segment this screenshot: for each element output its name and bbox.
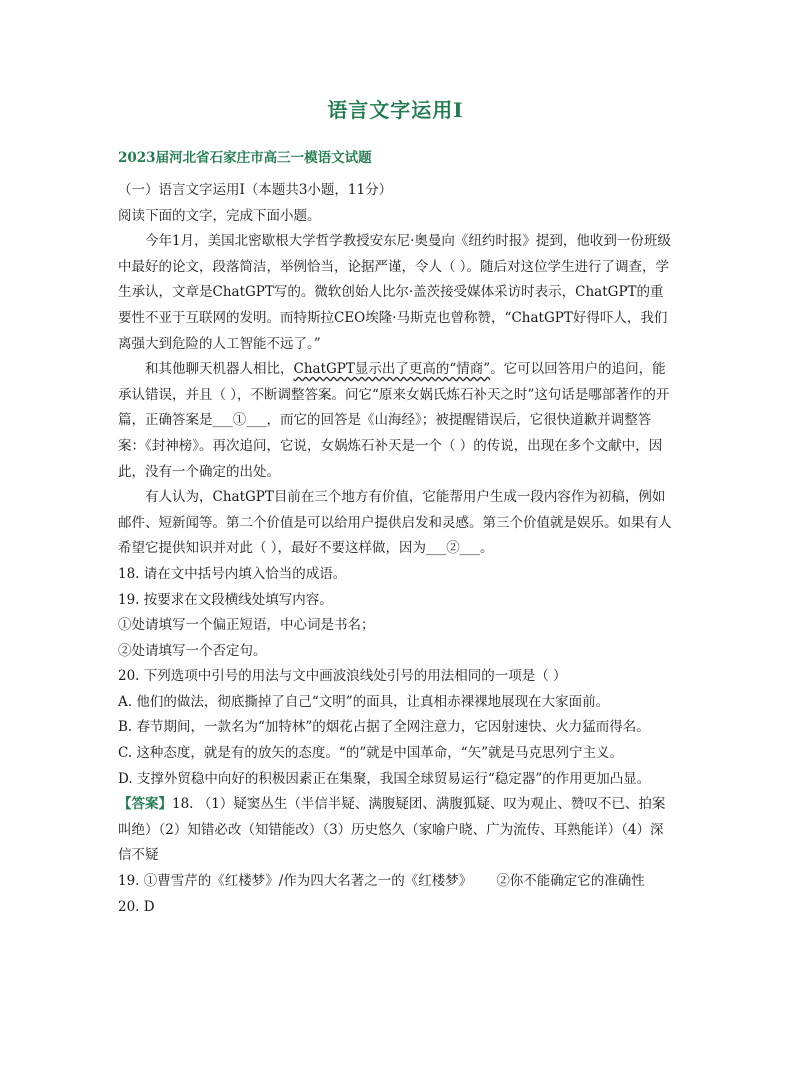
paragraph-2-before: 和其他聊天机器人相比， bbox=[145, 361, 294, 378]
document-body bbox=[118, 178, 674, 920]
page-title: 语言文字运用Ⅰ bbox=[327, 98, 464, 122]
option-c: C. 这种态度，就是有的放矢的态度。“的”就是中国革命，“矢”就是马克思列宁主义。 bbox=[118, 745, 624, 762]
question-19-part-2: ②处请填写一个否定句。 bbox=[118, 642, 267, 659]
option-a: A. 他们的做法，彻底撕掉了自己“文明”的面具，让真相赤裸裸地展现在大家面前。 bbox=[118, 693, 610, 710]
paragraph-3: 有人认为，ChatGPT目前在三个地方有价值，它能帮用户生成一段内容作为初稿，例如邮件、短新闻等。第二个价值是可以给用户提供启发和灵感。第三个价值就是娱乐。如果有人希望它提供知识并对此（ ），最好不要这样做，因为___②___。 bbox=[118, 489, 672, 557]
option-b: B. 春节期间，一款名为“加特林”的烟花占据了全网注意力，它因射速快、火力猛而得名。 bbox=[118, 719, 650, 736]
question-20: 20. 下列选项中引号的用法与文中画波浪线处引号的用法相同的一项是（ ） bbox=[118, 668, 567, 685]
option-d: D. 支撑外贸稳中向好的积极因素正在集聚，我国全球贸易运行“稳定器”的作用更加凸显。 bbox=[118, 770, 651, 787]
answer-18-text: 18. （1）疑窦丛生（半信半疑、满腹疑团、满腹狐疑、叹为观止、赞叹不已、拍案叫绝）（2）知错必改（知错能改）（3）历史悠久（家喻户晓、广为流传、耳熟能详）（4）深信不疑 bbox=[118, 796, 666, 864]
instruction-text: 阅读下面的文字，完成下面小题。 bbox=[118, 207, 321, 224]
paragraph-1: 今年1月，美国北密歇根大学哲学教授安东尼·奥曼向《纽约时报》提到，他收到一份班级中最好的论文，段落简洁，举例恰当，论据严谨，令人（ ）。随后对这位学生进行了调查，学生承认，文章是ChatGPT写的。微软创始人比尔·盖茨接受媒体采访时表示，ChatGPT的重要性不亚于互联网的发明。而特斯拉CEO埃隆·马斯克也曾称赞，“ChatGPT好得吓人，我们离强大到危险的人工智能不远了。” bbox=[118, 233, 671, 352]
section-heading: （一）语言文字运用Ⅰ（本题共3小题，11分） bbox=[118, 182, 393, 198]
answer-19-part-2: ②你不能确定它的准确性 bbox=[496, 873, 645, 890]
answer-19-part-1: 19. ①曹雪芹的《红楼梦》/作为四大名著之一的《红楼梦》 bbox=[118, 873, 473, 890]
paragraph-2-after: 。它可以回答用户的追问，能承认错误，并且（ ），不断调整答案。问它“原来女娲氏炼石补天之时”这句话是哪部著作的开篇，正确答案是___①___，而它的回答是《山海经》；被提醒错误后，它很快道歉并调整答案：《封神榜》。再次追问，它说，女娲炼石补天是一个（ ）的传说，出现在多个文献中，因此，没有一个确定的出处。 bbox=[118, 361, 670, 480]
answer-20: 20. D bbox=[118, 898, 155, 915]
wavy-underlined-phrase: ChatGPT显示出了更高的“情商” bbox=[293, 361, 491, 378]
question-19-part-1: ①处请填写一个偏正短语，中心词是书名； bbox=[118, 617, 375, 634]
answer-tag: 【答案】 bbox=[118, 796, 172, 813]
question-19: 19. 按要求在文段横线处填写内容。 bbox=[118, 591, 333, 608]
paragraph-2 bbox=[118, 357, 674, 485]
answer-18 bbox=[118, 792, 674, 869]
question-18: 18. 请在文中括号内填入恰当的成语。 bbox=[118, 565, 347, 582]
answer-19 bbox=[118, 869, 674, 895]
exam-subtitle: 2023届河北省石家庄市高三一模语文试题 bbox=[118, 150, 372, 166]
